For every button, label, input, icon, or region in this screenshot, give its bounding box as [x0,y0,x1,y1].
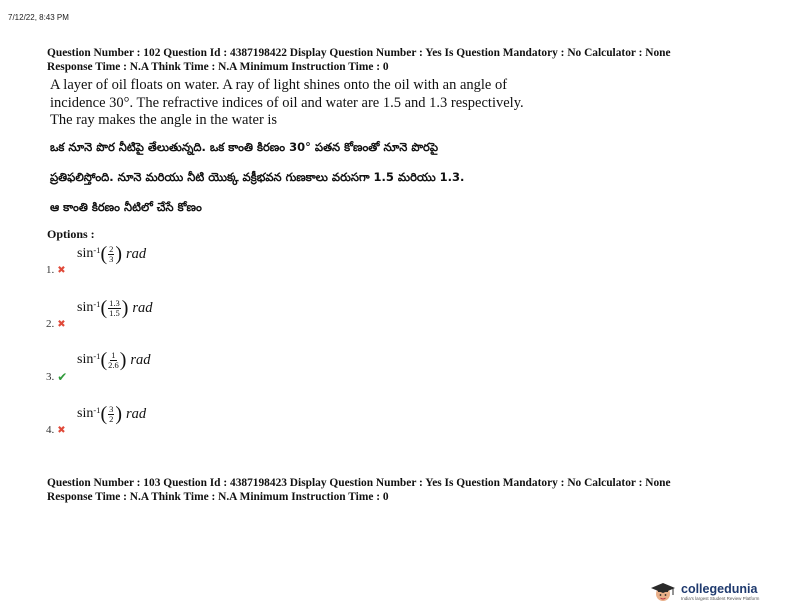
option-1-label [46,264,66,276]
question-text-line: incidence 30°. The refractive indices of oil and water are 1.5 and 1.3 respectively. [50,94,524,111]
open-paren: ( [100,297,108,319]
fraction-denominator: 2 [109,413,114,424]
option-unit: rad [126,405,147,422]
fraction-denominator: 1.5 [109,307,120,318]
option-number: 1. [46,264,55,276]
option-number: 4. [46,424,55,436]
fraction-numerator: 2 [109,243,114,254]
option-3-label [46,370,67,384]
option-fn: sin [77,406,94,421]
option-fn: sin [77,246,94,261]
fraction-numerator: 1 [111,349,116,360]
option-2-formula [77,298,153,318]
wrong-mark-icon: ✖ [57,264,66,276]
option-power: -1 [93,245,101,255]
check-mark-icon: ✔ [57,370,68,384]
option-fraction [108,299,121,318]
question-102-english-text [50,77,610,130]
option-power: -1 [93,351,101,361]
timestamp: 7/12/22, 8:43 PM [8,13,69,22]
options-label: Options : [47,227,95,241]
option-power: -1 [93,299,101,309]
question-text-line: A layer of oil floats on water. A ray of light shines onto the oil with an angle of [50,77,508,93]
question-102-meta-line1: Question Number : 102 Question Id : 4387198422 Display Question Number : Yes Is Question Mandatory : No Calculator : None [47,47,671,59]
question-text-line: The ray makes the angle in the water is [50,112,278,128]
option-fraction [108,351,119,370]
open-paren: ( [100,403,108,425]
option-number: 3. [46,371,55,383]
question-103-meta-line1: Question Number : 103 Question Id : 4387198423 Display Question Number : Yes Is Question Mandatory : No Calculator : None [47,477,671,489]
fraction-numerator: 1.3 [109,297,120,308]
fraction-denominator: 2.6 [108,359,119,370]
option-unit: rad [130,351,151,368]
close-paren: ) [115,403,123,425]
option-unit: rad [132,299,153,316]
option-4-label [46,424,66,436]
close-paren: ) [119,349,127,371]
graduate-cap-icon [649,581,677,603]
option-3-formula [77,350,151,370]
close-paren: ) [121,297,129,319]
option-fn: sin [77,352,94,367]
wrong-mark-icon: ✖ [57,318,66,330]
question-102-meta-line2: Response Time : N.A Think Time : N.A Minimum Instruction Time : 0 [47,61,389,73]
option-fraction [108,405,114,424]
fraction-denominator: 3 [109,253,114,264]
question-102-telugu-line: ప్రతిఫలిస్తోంది. నూనె మరియు నీటి యొక్క వక్రీభవన గుణకాలు వరుసగా 1.5 మరియు 1.3. [50,170,465,184]
option-2-label [46,318,66,330]
option-fraction [108,245,114,264]
wrong-mark-icon: ✖ [57,424,66,436]
option-1-formula [77,244,146,264]
option-power: -1 [93,405,101,415]
option-fn: sin [77,300,94,315]
option-4-formula [77,404,146,424]
question-103-meta-line2: Response Time : N.A Think Time : N.A Minimum Instruction Time : 0 [47,491,389,503]
open-paren: ( [100,349,108,371]
open-paren: ( [100,243,108,265]
question-102-telugu-line: ఆ కాంతి కిరణం నీటిలో చేసే కోణం [50,200,202,214]
logo-name: collegedunia [681,582,758,596]
option-number: 2. [46,318,55,330]
logo-tagline: India's largest Student Review Platform [681,596,760,601]
question-102-telugu-line: ఒక నూనె పొర నీటిపై తేలుతున్నది. ఒక కాంతి కిరణం 30° పతన కోణంతో నూనె పొరపై [50,140,439,154]
option-unit: rad [126,245,147,262]
fraction-numerator: 3 [109,403,114,414]
close-paren: ) [115,243,123,265]
collegedunia-logo [649,581,759,603]
